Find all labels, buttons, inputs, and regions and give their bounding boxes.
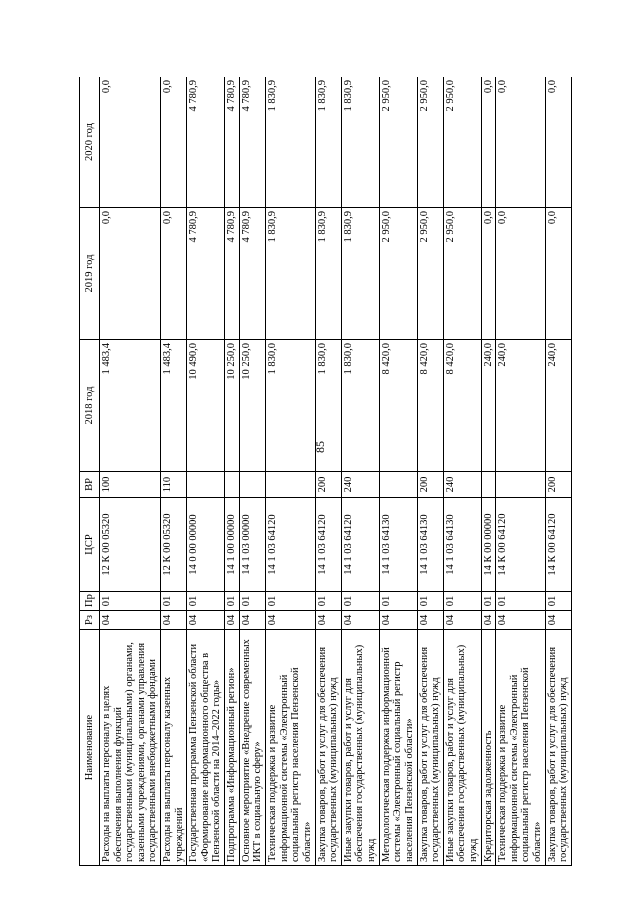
cell-2019: 4 780,9 <box>187 208 225 340</box>
cell-2018: 240,0 <box>545 340 571 472</box>
table-row <box>187 77 225 866</box>
cell-target-item: 14 1 03 64120 <box>315 498 341 592</box>
cell-expense-type: 240 <box>341 472 379 498</box>
cell-name: Техническая поддержка и развитие информационной системы «Электронный социальный регистр населения Пензенской области» <box>496 630 545 866</box>
cell-expense-type <box>225 472 240 498</box>
cell-2020: 1 830,9 <box>341 77 379 208</box>
cell-name: Закупка товаров, работ и услуг для обеспечения государственных (муниципальных) нужд <box>315 630 341 866</box>
cell-2020: 2 950,0 <box>417 77 443 208</box>
cell-2018: 1 830,0 <box>315 340 341 472</box>
header-target-item: ЦСР <box>80 498 100 592</box>
cell-2019: 2 950,0 <box>379 208 417 340</box>
cell-expense-type: 110 <box>161 472 187 498</box>
cell-2018: 240,0 <box>481 340 496 472</box>
cell-2020: 0,0 <box>496 77 545 208</box>
cell-2019: 4 780,9 <box>239 208 265 340</box>
cell-name: Методологическая поддержка информационной системы «Электронный социальный регистр населения Пензенской области» <box>379 630 417 866</box>
budget-table <box>79 77 572 866</box>
cell-name: Иные закупки товаров, работ и услуг для обеспечения государственных (муниципальных) нужд <box>341 630 379 866</box>
rotated-table-container <box>79 77 572 866</box>
table-row <box>379 77 417 866</box>
cell-subsection: 01 <box>100 592 161 611</box>
cell-2020: 0,0 <box>161 77 187 208</box>
cell-expense-type: 200 <box>315 472 341 498</box>
cell-target-item: 14 1 03 00000 <box>239 498 265 592</box>
header-year-2020: 2020 год <box>80 77 100 208</box>
cell-expense-type <box>187 472 225 498</box>
header-year-2018: 2018 год <box>80 340 100 472</box>
cell-subsection: 01 <box>496 592 545 611</box>
cell-2019: 0,0 <box>545 208 571 340</box>
cell-2018: 8 420,0 <box>417 340 443 472</box>
cell-subsection: 01 <box>187 592 225 611</box>
cell-name: Закупка товаров, работ и услуг для обеспечения государственных (муниципальных) нужд <box>417 630 443 866</box>
cell-subsection: 01 <box>225 592 240 611</box>
cell-subsection: 01 <box>341 592 379 611</box>
table-viewport <box>79 77 572 866</box>
cell-2020: 1 830,9 <box>266 77 315 208</box>
cell-2018: 8 420,0 <box>379 340 417 472</box>
cell-expense-type <box>379 472 417 498</box>
cell-section: 04 <box>417 611 443 630</box>
cell-expense-type <box>239 472 265 498</box>
cell-target-item: 14 1 03 64130 <box>379 498 417 592</box>
cell-2018: 10 250,0 <box>225 340 240 472</box>
cell-2018: 1 483,4 <box>100 340 161 472</box>
table-row <box>161 77 187 866</box>
table-row <box>100 77 161 866</box>
cell-subsection: 01 <box>481 592 496 611</box>
cell-2019: 1 830,9 <box>266 208 315 340</box>
cell-2018: 1 830,0 <box>341 340 379 472</box>
cell-section: 04 <box>161 611 187 630</box>
cell-2020: 4 780,9 <box>187 77 225 208</box>
page-number: 85 <box>313 441 327 453</box>
cell-expense-type <box>496 472 545 498</box>
cell-target-item: 14 1 03 64130 <box>417 498 443 592</box>
cell-subsection: 01 <box>266 592 315 611</box>
cell-name: Техническая поддержка и развитие информационной системы «Электронный социальный регистр населения Пензенской области» <box>266 630 315 866</box>
cell-subsection: 01 <box>315 592 341 611</box>
table-row <box>266 77 315 866</box>
cell-2020: 2 950,0 <box>379 77 417 208</box>
cell-expense-type <box>481 472 496 498</box>
cell-target-item: 14 0 00 00000 <box>187 498 225 592</box>
cell-2019: 0,0 <box>496 208 545 340</box>
cell-2020: 2 950,0 <box>443 77 481 208</box>
cell-subsection: 01 <box>443 592 481 611</box>
cell-2018: 1 830,0 <box>266 340 315 472</box>
cell-2019: 0,0 <box>481 208 496 340</box>
cell-target-item: 14 1 03 64120 <box>341 498 379 592</box>
cell-section: 04 <box>266 611 315 630</box>
cell-target-item: 14 1 03 64130 <box>443 498 481 592</box>
table-row <box>545 77 571 866</box>
cell-section: 04 <box>545 611 571 630</box>
cell-expense-type: 100 <box>100 472 161 498</box>
cell-section: 04 <box>187 611 225 630</box>
cell-name: Государственная программа Пензенской области «Формирование информационного общества в Пензенской области на 2014–2022 годы» <box>187 630 225 866</box>
cell-2018: 8 420,0 <box>443 340 481 472</box>
cell-section: 04 <box>379 611 417 630</box>
cell-2020: 4 780,9 <box>239 77 265 208</box>
cell-2018: 240,0 <box>496 340 545 472</box>
cell-2020: 0,0 <box>545 77 571 208</box>
header-subsection: Пр <box>80 592 100 611</box>
cell-2019: 2 950,0 <box>417 208 443 340</box>
cell-name: Основное мероприятие «Внедрение современных ИКТ в социальную сферу» <box>239 630 265 866</box>
cell-section: 04 <box>225 611 240 630</box>
cell-expense-type: 200 <box>417 472 443 498</box>
cell-target-item: 14 1 03 64120 <box>266 498 315 592</box>
table-row <box>225 77 240 866</box>
table-row <box>481 77 496 866</box>
table-row <box>239 77 265 866</box>
header-year-2019: 2019 год <box>80 208 100 340</box>
cell-2019: 4 780,9 <box>225 208 240 340</box>
cell-section: 04 <box>239 611 265 630</box>
cell-2019: 0,0 <box>100 208 161 340</box>
cell-subsection: 01 <box>417 592 443 611</box>
cell-name: Расходы на выплаты персоналу в целях обеспечения выполнения функций государственными (муниципальными) органами, казенными учреждениями, органами управления государственными внебюджетными фондами <box>100 630 161 866</box>
header-expense-type: ВР <box>80 472 100 498</box>
table-row <box>417 77 443 866</box>
cell-name: Иные закупки товаров, работ и услуг для обеспечения государственных (муниципальных) нужд <box>443 630 481 866</box>
cell-2018: 10 490,0 <box>187 340 225 472</box>
cell-subsection: 01 <box>545 592 571 611</box>
cell-2020: 4 780,9 <box>225 77 240 208</box>
cell-target-item: 12 К 00 05320 <box>161 498 187 592</box>
header-name: Наименование <box>80 630 100 866</box>
cell-section: 04 <box>496 611 545 630</box>
cell-name: Подпрограмма «Информационный регион» <box>225 630 240 866</box>
cell-2018: 1 483,4 <box>161 340 187 472</box>
cell-2019: 1 830,9 <box>341 208 379 340</box>
cell-2018: 10 250,0 <box>239 340 265 472</box>
cell-subsection: 01 <box>239 592 265 611</box>
cell-target-item: 14 К 00 64120 <box>496 498 545 592</box>
cell-2019: 0,0 <box>161 208 187 340</box>
cell-expense-type: 200 <box>545 472 571 498</box>
cell-subsection: 01 <box>379 592 417 611</box>
cell-expense-type <box>266 472 315 498</box>
cell-target-item: 12 К 00 05320 <box>100 498 161 592</box>
cell-2019: 1 830,9 <box>315 208 341 340</box>
cell-2020: 0,0 <box>481 77 496 208</box>
table-row <box>443 77 481 866</box>
table-body <box>100 77 572 866</box>
cell-name: Кредиторская задолженность <box>481 630 496 866</box>
cell-section: 04 <box>100 611 161 630</box>
cell-section: 04 <box>341 611 379 630</box>
cell-target-item: 14 К 00 64120 <box>545 498 571 592</box>
cell-target-item: 14 1 00 00000 <box>225 498 240 592</box>
cell-expense-type: 240 <box>443 472 481 498</box>
table-row <box>496 77 545 866</box>
cell-name: Закупка товаров, работ и услуг для обеспечения государственных (муниципальных) нужд <box>545 630 571 866</box>
cell-2019: 2 950,0 <box>443 208 481 340</box>
table-header-row <box>80 77 100 866</box>
cell-section: 04 <box>315 611 341 630</box>
cell-section: 04 <box>443 611 481 630</box>
table-row <box>315 77 341 866</box>
header-section: Рз <box>80 611 100 630</box>
cell-section: 04 <box>481 611 496 630</box>
cell-2020: 1 830,9 <box>315 77 341 208</box>
table-row <box>341 77 379 866</box>
cell-target-item: 14 К 00 00000 <box>481 498 496 592</box>
cell-subsection: 01 <box>161 592 187 611</box>
cell-2020: 0,0 <box>100 77 161 208</box>
cell-name: Расходы на выплаты персоналу казенных учреждений <box>161 630 187 866</box>
